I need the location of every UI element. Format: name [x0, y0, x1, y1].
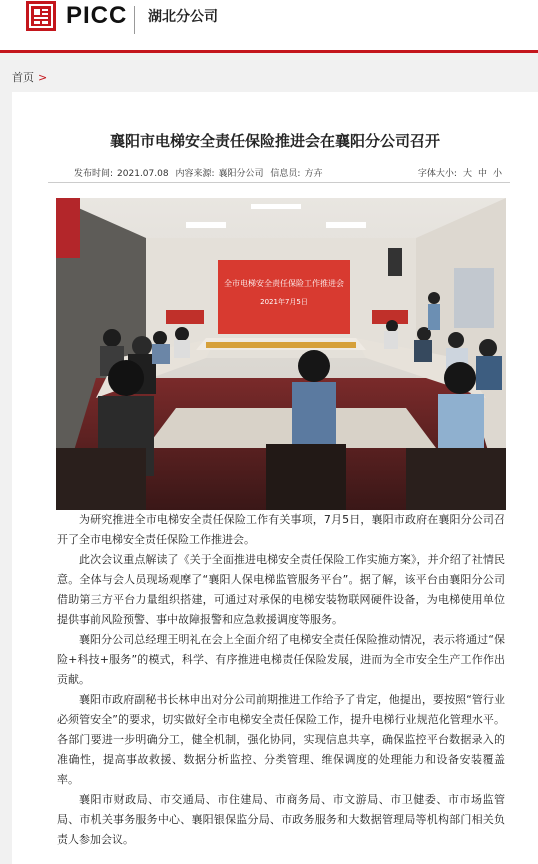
breadcrumb-arrow-icon: > [38, 71, 48, 84]
font-size-medium-button[interactable]: 中 [477, 169, 487, 179]
publish-date: 2021.07.08 [117, 169, 169, 179]
date-label: 发布时间: [74, 169, 114, 179]
paragraph: 此次会议重点解读了《关于全面推进电梯安全责任保险工作实施方案》，并介绍了社情民意。全体与会人员现场观摩了“襄阳人保电梯监管服务平台”。据了解，该平台由襄阳分公司借助第三方平台力量组织搭建，可通过对承保的电梯安装物联网硬件设备，为电梯使用单位提供事前风险预警、事中故障报警和应急救援调度等服务。 [57, 553, 505, 626]
font-size-small-button[interactable]: 小 [492, 169, 502, 179]
screen-title-text: 全市电梯安全责任保险工作推进会 [224, 279, 344, 288]
article-meta [74, 166, 326, 179]
paragraph: 为研究推进全市电梯安全责任保险工作有关事项，7月5日，襄阳市政府在襄阳分公司召开了全市电梯安全责任保险工作推进会。 [57, 513, 505, 546]
header-accent-line [0, 50, 538, 53]
source-label: 内容来源: [175, 169, 215, 179]
picc-seal-icon[interactable] [26, 1, 56, 31]
brand-logo-text[interactable]: PICC [66, 2, 128, 29]
author-label: 信息员: [270, 169, 301, 179]
article-title: 襄阳市电梯安全责任保险推进会在襄阳分公司召开 [109, 132, 440, 150]
meta-divider [48, 182, 510, 183]
font-size-label: 字体大小: [417, 169, 457, 179]
breadcrumb [12, 69, 47, 85]
article-card [12, 92, 538, 864]
font-size-large-button[interactable]: 大 [462, 169, 472, 179]
article-body [57, 510, 505, 850]
author-value: 方卉 [304, 169, 323, 179]
font-size-control [418, 166, 502, 179]
site-header [0, 0, 538, 50]
source-value: 襄阳分公司 [218, 169, 264, 179]
branch-name[interactable]: 湖北分公司 [148, 9, 218, 25]
paragraph: 襄阳市财政局、市交通局、市住建局、市商务局、市文游局、市卫健委、市市场监管局、市机关事务服务中心、襄阳银保监分局、市政务服务和大数据管理局等机构部门相关负责人参加会议。 [57, 793, 505, 846]
screen-date-text: 2021年7月5日 [260, 298, 308, 306]
breadcrumb-home-link[interactable]: 首页 [12, 71, 34, 84]
header-divider [134, 6, 135, 34]
paragraph: 襄阳市政府副秘书长林申出对分公司前期推进工作给予了肯定，他提出，要按照“管行业必须管安全”的要求，切实做好全市电梯安全责任保险工作，提升电梯行业规范化管理水平。各部门要进一步明确分工，健全机制，强化协同，实现信息共享，确保监控平台数据录入的准确性，提高事故救援、数据分析监控、分类管理、维保调度的处理能力和设备安装覆盖率。 [57, 693, 505, 786]
paragraph: 襄阳分公司总经理王明礼在会上全面介绍了电梯安全责任保险推动情况，表示将通过“保险+科技+服务”的模式，科学、有序推进电梯责任保险发展，进而为全市安全生产工作作出贡献。 [57, 633, 505, 686]
